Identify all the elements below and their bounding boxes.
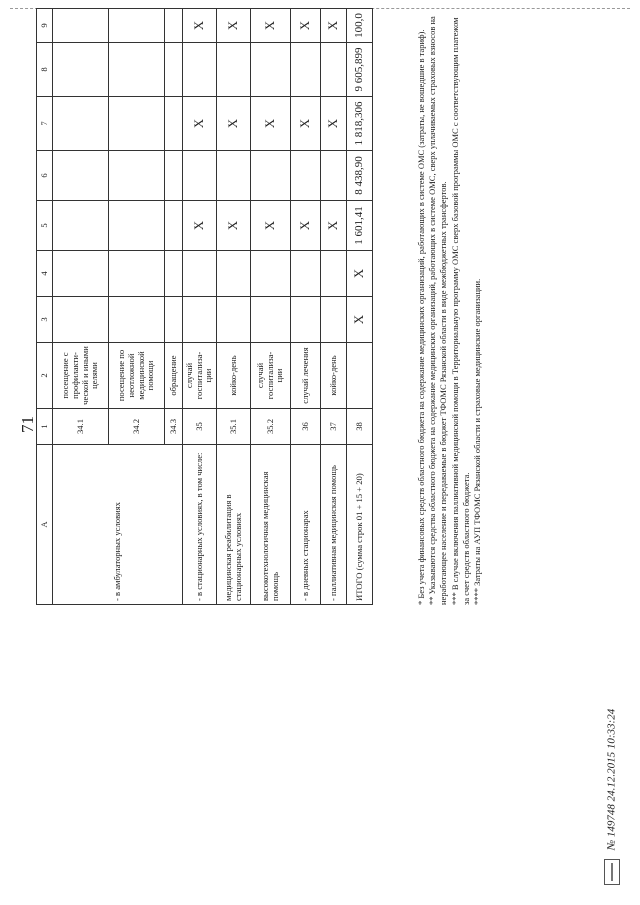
cell-col3: X: [347, 297, 373, 343]
row-label-palliative: - паллиативная медицинская помощь: [321, 445, 347, 605]
cell-col9: [165, 9, 183, 43]
table-row: [251, 9, 291, 605]
cell-col5: [109, 201, 165, 251]
footnote: * Без учета финансовых средств областного бюджета на содержание медицинских организаций, работающих в системе ОМС (затраты, не вошедшие в тариф).: [416, 29, 426, 605]
cell-line-code: 35: [183, 409, 217, 445]
cell-col5: [165, 201, 183, 251]
row-label-ambulatory: - в амбулаторных условиях: [53, 445, 183, 605]
cell-col3: [291, 297, 321, 343]
header-cell-7: 7: [37, 97, 53, 151]
header-cell-8: 8: [37, 43, 53, 97]
header-cell-1: 1: [37, 409, 53, 445]
cell-col4: [321, 251, 347, 297]
cell-unit: обращение: [165, 343, 183, 409]
table-row: [217, 9, 251, 605]
cell-col7: X: [291, 97, 321, 151]
footnotes: [416, 15, 483, 605]
cell-col9: X: [251, 9, 291, 43]
cell-unit: [347, 343, 373, 409]
cell-col9: X: [183, 9, 217, 43]
header-cell-4: 4: [37, 251, 53, 297]
row-label-rehabilitation: медицинская реабилитация в стационарных условиях: [217, 445, 251, 605]
cell-line-code: 36: [291, 409, 321, 445]
table-row: [321, 9, 347, 605]
cell-col8: [165, 43, 183, 97]
cell-col3: [321, 297, 347, 343]
cell-col7: X: [183, 97, 217, 151]
stamp-text: № 149748 24.12.2015 10:33:24: [605, 708, 618, 851]
cell-col5: [53, 201, 109, 251]
cell-col7: X: [217, 97, 251, 151]
cell-col7: [53, 97, 109, 151]
cell-col4: [53, 251, 109, 297]
cell-col3: [183, 297, 217, 343]
cell-unit: посещение с профилакти-ческой и иными целями: [53, 343, 109, 409]
table-row: [291, 9, 321, 605]
cell-col5: X: [217, 201, 251, 251]
cell-col7: X: [251, 97, 291, 151]
data-table: [36, 8, 373, 605]
stamp-logo-icon: [604, 859, 620, 885]
cell-col4: [217, 251, 251, 297]
cell-col6: [109, 151, 165, 201]
cell-col8: [291, 43, 321, 97]
cell-col9: X: [217, 9, 251, 43]
table-row: [53, 9, 109, 605]
cell-col5: X: [251, 201, 291, 251]
cell-line-code: 34.2: [109, 409, 165, 445]
page-number: 71: [18, 416, 37, 433]
cell-unit: случай лечения: [291, 343, 321, 409]
cell-col8: [321, 43, 347, 97]
cell-line-code: 34.1: [53, 409, 109, 445]
cell-col3: [251, 297, 291, 343]
cell-line-code: 34.3: [165, 409, 183, 445]
cell-col4: [109, 251, 165, 297]
header-cell-2: 2: [37, 343, 53, 409]
cell-col9: 100,0: [347, 9, 373, 43]
cell-line-code: 37: [321, 409, 347, 445]
cell-col8: [183, 43, 217, 97]
cell-col3: [53, 297, 109, 343]
cell-col6: [291, 151, 321, 201]
header-cell-6: 6: [37, 151, 53, 201]
cell-col5: X: [321, 201, 347, 251]
cell-line-code: 35.1: [217, 409, 251, 445]
row-label-inpatient: - в стационарных условиях, в том числе:: [183, 445, 217, 605]
cell-col5: X: [183, 201, 217, 251]
cell-col6: [183, 151, 217, 201]
cell-col8: [53, 43, 109, 97]
cell-col8: 9 605,899: [347, 43, 373, 97]
footnote: ** Указываются средства областного бюджета на содержание медицинских организаций, работающих в системе ОМС, сверх уплачиваемых страховых взносов на неработающее население и передаваемые в бюджет ТФОМС Рязанской области в виде межбюджетных трансфертов.: [427, 16, 449, 605]
footnote: *** В случае включения паллиативной медицинской помощи в Территориальную программу ОМС сверх базовой программы ОМС с соответствующим платежом за счет средств областного бюджета.: [449, 17, 471, 605]
row-label-total: ИТОГО (сумма строк 01 + 15 + 20): [347, 445, 373, 605]
cell-col3: [165, 297, 183, 343]
cell-line-code: 38: [347, 409, 373, 445]
footnote: **** Затраты на АУП ТФОМС Рязанской области и страховые медицинские организации.: [472, 278, 483, 605]
cell-col4: [165, 251, 183, 297]
cell-col5: 1 601,41: [347, 201, 373, 251]
cell-col9: X: [291, 9, 321, 43]
cell-col4: [183, 251, 217, 297]
cell-col7: X: [321, 97, 347, 151]
cell-unit: случай госпитализа-ции: [183, 343, 217, 409]
cell-unit: посещение по неотложной медицинской помощи: [109, 343, 165, 409]
cell-col6: [251, 151, 291, 201]
cell-col6: [217, 151, 251, 201]
cell-col8: [109, 43, 165, 97]
registration-stamp: [604, 709, 620, 885]
cell-col9: X: [321, 9, 347, 43]
cell-col7: [109, 97, 165, 151]
cell-col8: [251, 43, 291, 97]
cell-col7: [165, 97, 183, 151]
cell-col4: [291, 251, 321, 297]
cell-col7: 1 818,306: [347, 97, 373, 151]
cell-col9: [109, 9, 165, 43]
header-cell-5: 5: [37, 201, 53, 251]
table-row-total: [347, 9, 373, 605]
cell-col6: 8 438,90: [347, 151, 373, 201]
cell-col9: [53, 9, 109, 43]
cell-col4: [251, 251, 291, 297]
cell-col6: [165, 151, 183, 201]
cell-col6: [321, 151, 347, 201]
header-cell-9: 9: [37, 9, 53, 43]
row-label-high-tech: высокотехнологичная медицинская помощь: [251, 445, 291, 605]
cell-col5: X: [291, 201, 321, 251]
table-row: [183, 9, 217, 605]
row-label-day-hospital: - в дневных стационарах: [291, 445, 321, 605]
header-cell-a: A: [37, 445, 53, 605]
header-cell-3: 3: [37, 297, 53, 343]
cell-col3: [217, 297, 251, 343]
cell-col8: [217, 43, 251, 97]
table-header-row: [37, 9, 53, 605]
cell-col6: [53, 151, 109, 201]
cell-unit: случай госпитализа-ции: [251, 343, 291, 409]
cell-line-code: 35.2: [251, 409, 291, 445]
cell-col4: X: [347, 251, 373, 297]
cell-unit: койко-день: [321, 343, 347, 409]
cell-unit: койко-день: [217, 343, 251, 409]
cell-col3: [109, 297, 165, 343]
